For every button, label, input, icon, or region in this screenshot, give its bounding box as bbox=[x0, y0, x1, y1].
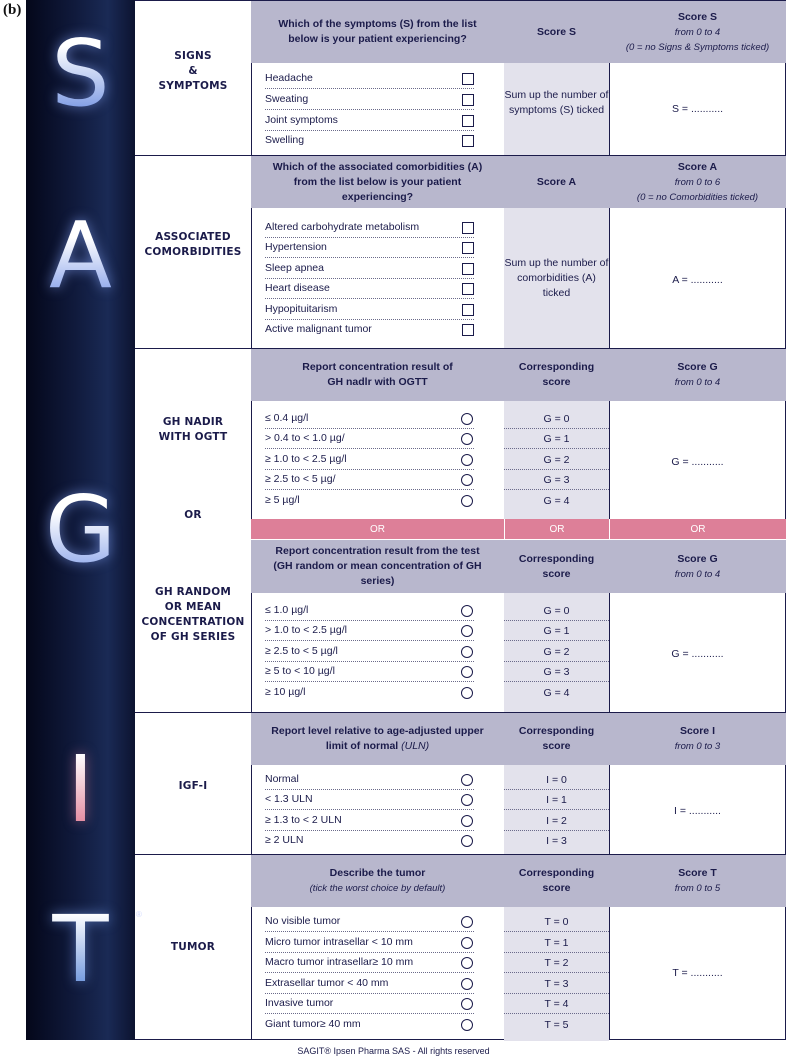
gh-nadir-row bbox=[251, 450, 504, 471]
signs-label: SIGNS & SYMPTOMS bbox=[158, 50, 228, 92]
igf-label: IGF-I bbox=[178, 780, 208, 792]
comorbidities-instruction: Sum up the number of comorbidities (A) ticked bbox=[504, 257, 609, 299]
symptom-checkbox[interactable] bbox=[462, 94, 474, 106]
gh-random-row bbox=[251, 683, 504, 704]
gh-random-row bbox=[251, 642, 504, 663]
symptom-row bbox=[251, 90, 504, 111]
comorbidities-score-header: Score A from 0 to 6 (0 = no Comorbidities ticked) bbox=[636, 160, 759, 203]
tumor-row bbox=[251, 1015, 504, 1036]
comorbidity-checkbox[interactable] bbox=[462, 304, 474, 316]
igf-row bbox=[251, 790, 504, 811]
signs-question: Which of the symptoms (S) from the list below is your patient experiencing? bbox=[278, 18, 477, 45]
gh-random-radio[interactable] bbox=[461, 666, 473, 678]
tumor-score-header: Score T from 0 to 5 bbox=[674, 867, 721, 894]
comorbidities-result-field[interactable]: A = ........... bbox=[672, 274, 723, 286]
gh-nadir-radio[interactable] bbox=[461, 474, 473, 486]
symptom-label: Swelling bbox=[265, 134, 305, 146]
igf-score: I = 2 bbox=[504, 811, 609, 832]
tumor-result-field[interactable]: T = ........... bbox=[672, 967, 723, 979]
gh-nadir-row bbox=[251, 470, 504, 491]
gh-random-score: G = 4 bbox=[543, 687, 570, 699]
section-igf bbox=[135, 712, 786, 854]
tumor-radio[interactable] bbox=[461, 998, 473, 1010]
igf-row bbox=[251, 770, 504, 791]
igf-header bbox=[251, 713, 786, 765]
scoring-table bbox=[135, 0, 786, 1040]
gh-nadir-row bbox=[251, 491, 504, 512]
symptom-row bbox=[251, 69, 504, 90]
gh-random-score: G = 3 bbox=[504, 662, 609, 683]
tumor-label: TUMOR bbox=[170, 941, 216, 953]
gh-nadir-score-header: Score G from 0 to 4 bbox=[674, 361, 721, 388]
comorbidities-question: Which of the associated comorbidities (A) from the list below is your patient experiencing? bbox=[272, 160, 483, 203]
comorbidity-label: Hypertension bbox=[265, 241, 327, 253]
comorbidity-row bbox=[251, 259, 504, 280]
gh-random-header bbox=[251, 539, 786, 593]
gh-random-mid-header: Corresponding score bbox=[518, 552, 595, 580]
tumor-score: T = 0 bbox=[504, 912, 609, 933]
tumor-radio[interactable] bbox=[461, 937, 473, 949]
section-tumor bbox=[135, 854, 786, 1040]
gh-nadir-score: G = 1 bbox=[504, 429, 609, 450]
gh-nadir-question: Report concentration result of GH nadlr with OGTT bbox=[302, 361, 453, 388]
gh-or-label: OR bbox=[184, 509, 202, 521]
gh-nadir-row bbox=[251, 409, 504, 430]
symptom-checkbox[interactable] bbox=[462, 135, 474, 147]
gh-nadir-mid-header: Corresponding score bbox=[518, 361, 595, 388]
symptom-row bbox=[251, 131, 504, 152]
letter-i: I bbox=[26, 744, 135, 836]
gh-nadir-score: G = 3 bbox=[504, 470, 609, 491]
comorbidity-row bbox=[251, 279, 504, 300]
comorbidities-label: ASSOCIATED COMORBIDITIES bbox=[144, 231, 242, 258]
comorbidity-checkbox[interactable] bbox=[462, 324, 474, 336]
symptom-row bbox=[251, 111, 504, 132]
gh-nadir-score: G = 0 bbox=[504, 409, 609, 430]
symptom-label: Sweating bbox=[265, 93, 309, 105]
gh-random-radio[interactable] bbox=[461, 605, 473, 617]
tumor-radio[interactable] bbox=[461, 1019, 473, 1031]
gh-random-radio[interactable] bbox=[461, 646, 473, 658]
signs-header bbox=[251, 1, 786, 63]
gh-nadir-radio[interactable] bbox=[461, 433, 473, 445]
gh-nadir-option: ≥ 5 µg/l bbox=[265, 494, 300, 506]
gh-random-radio[interactable] bbox=[461, 625, 473, 637]
tumor-score: T = 5 bbox=[544, 1019, 569, 1031]
gh-nadir-option: ≥ 1.0 to < 2.5 µg/l bbox=[265, 453, 347, 465]
letter-s: S bbox=[26, 28, 135, 120]
gh-random-score-header: Score G from 0 to 4 bbox=[674, 552, 721, 580]
gh-nadir-option: ≥ 2.5 to < 5 µg/ bbox=[265, 473, 336, 485]
gh-nadir-header bbox=[251, 349, 786, 401]
gh-nadir-score: G = 2 bbox=[504, 450, 609, 471]
tumor-score: T = 3 bbox=[504, 974, 609, 995]
comorbidity-label: Active malignant tumor bbox=[265, 323, 372, 335]
letter-g: G bbox=[26, 484, 135, 576]
gh-nadir-option: ≤ 0.4 µg/l bbox=[265, 412, 309, 424]
gh-random-radio[interactable] bbox=[461, 687, 473, 699]
igf-question: Report level relative to age-adjusted upper limit of normal (ULN) bbox=[271, 725, 484, 752]
comorbidity-row bbox=[251, 218, 504, 239]
igf-option: < 1.3 ULN bbox=[265, 793, 313, 805]
comorbidities-header bbox=[251, 156, 786, 208]
gh-random-question: Report concentration result from the test (GH random or mean concentration of GH series) bbox=[273, 545, 482, 587]
tumor-row bbox=[251, 933, 504, 954]
comorbidity-row bbox=[251, 300, 504, 321]
tumor-score: T = 2 bbox=[504, 953, 609, 974]
tumor-mid-header: Corresponding score bbox=[518, 867, 595, 894]
comorbidity-row bbox=[251, 320, 504, 341]
letter-t: T bbox=[26, 904, 135, 996]
tumor-row bbox=[251, 912, 504, 933]
sagit-letter-strip bbox=[26, 0, 142, 1040]
gh-random-row bbox=[251, 662, 504, 683]
tumor-question: Describe the tumor (tick the worst choice by default) bbox=[309, 867, 446, 894]
igf-radio[interactable] bbox=[461, 835, 473, 847]
tumor-score: T = 4 bbox=[504, 994, 609, 1015]
comorbidity-checkbox[interactable] bbox=[462, 222, 474, 234]
gh-random-option: ≤ 1.0 µg/l bbox=[265, 604, 309, 616]
gh-random-option: ≥ 5 to < 10 µg/l bbox=[265, 665, 335, 677]
gh-nadir-score: G = 4 bbox=[543, 495, 570, 507]
comorbidities-mid-header: Score A bbox=[536, 175, 577, 188]
gh-random-option: ≥ 2.5 to < 5 µg/l bbox=[265, 645, 338, 657]
comorbidity-label: Altered carbohydrate metabolism bbox=[265, 221, 420, 233]
gh-random-score: G = 0 bbox=[504, 601, 609, 622]
gh-random-row bbox=[251, 601, 504, 622]
gh-random-score: G = 2 bbox=[504, 642, 609, 663]
symptom-checkbox[interactable] bbox=[462, 73, 474, 85]
gh-nadir-label: GH NADIR WITH OGTT bbox=[158, 416, 228, 443]
comorbidity-checkbox[interactable] bbox=[462, 242, 474, 254]
tumor-radio[interactable] bbox=[461, 957, 473, 969]
tumor-row bbox=[251, 974, 504, 995]
gh-nadir-radio[interactable] bbox=[461, 495, 473, 507]
gh-nadir-result-field[interactable]: G = ........... bbox=[671, 456, 724, 468]
igf-radio[interactable] bbox=[461, 794, 473, 806]
panel-label: (b) bbox=[3, 2, 22, 18]
gh-nadir-option: > 0.4 to < 1.0 µg/ bbox=[265, 432, 345, 444]
igf-row bbox=[251, 831, 504, 852]
igf-radio[interactable] bbox=[461, 774, 473, 786]
comorbidity-label: Sleep apnea bbox=[265, 262, 324, 274]
section-comorbidities bbox=[135, 155, 786, 348]
igf-option: ≥ 1.3 to < 2 ULN bbox=[265, 814, 342, 826]
copyright-footer: SAGIT® Ipsen Pharma SAS - All rights reserved bbox=[297, 1046, 490, 1056]
comorbidity-checkbox[interactable] bbox=[462, 283, 474, 295]
tumor-option: Extrasellar tumor < 40 mm bbox=[265, 977, 389, 989]
symptom-label: Joint symptoms bbox=[265, 114, 338, 126]
gh-random-row bbox=[251, 621, 504, 642]
gh-random-option: > 1.0 to < 2.5 µg/l bbox=[265, 624, 347, 636]
tumor-option: Invasive tumor bbox=[265, 997, 334, 1009]
registered-mark: ® bbox=[136, 910, 142, 919]
tumor-score: T = 1 bbox=[504, 933, 609, 954]
section-signs-symptoms bbox=[135, 0, 786, 155]
tumor-header bbox=[251, 855, 786, 907]
comorbidity-label: Hypopituitarism bbox=[265, 303, 338, 315]
gh-nadir-row bbox=[251, 429, 504, 450]
tumor-radio[interactable] bbox=[461, 978, 473, 990]
tumor-row bbox=[251, 953, 504, 974]
gh-random-result-field[interactable]: G = ........... bbox=[671, 648, 724, 660]
igf-score: I = 1 bbox=[504, 790, 609, 811]
signs-instruction: Sum up the number of symptoms (S) ticked bbox=[504, 89, 609, 116]
letter-a: A bbox=[26, 210, 135, 302]
tumor-option: Micro tumor intrasellar < 10 mm bbox=[265, 936, 413, 948]
section-gh bbox=[135, 348, 786, 712]
signs-score-header: Score S from 0 to 4 (0 = no Signs & Symptoms ticked) bbox=[625, 10, 770, 53]
igf-radio[interactable] bbox=[461, 815, 473, 827]
igf-row bbox=[251, 811, 504, 832]
gh-nadir-radio[interactable] bbox=[461, 413, 473, 425]
igf-score: I = 3 bbox=[546, 835, 567, 847]
igf-option: Normal bbox=[265, 773, 299, 785]
igf-option: ≥ 2 ULN bbox=[265, 834, 304, 846]
tumor-option: No visible tumor bbox=[265, 915, 341, 927]
symptom-label: Headache bbox=[265, 72, 313, 84]
comorbidity-checkbox[interactable] bbox=[462, 263, 474, 275]
igf-score: I = 0 bbox=[504, 770, 609, 791]
gh-random-label: GH RANDOM OR MEAN CONCENTRATION OF GH SERIES bbox=[141, 586, 245, 643]
igf-score-header: Score I from 0 to 3 bbox=[674, 725, 721, 752]
igf-result-field[interactable]: I = ........... bbox=[674, 805, 721, 817]
tumor-option: Giant tumor≥ 40 mm bbox=[265, 1018, 361, 1030]
gh-random-score: G = 1 bbox=[504, 621, 609, 642]
gh-random-option: ≥ 10 µg/l bbox=[265, 686, 306, 698]
comorbidity-label: Heart disease bbox=[265, 282, 330, 294]
symptom-checkbox[interactable] bbox=[462, 115, 474, 127]
gh-nadir-radio[interactable] bbox=[461, 454, 473, 466]
comorbidity-row bbox=[251, 238, 504, 259]
tumor-radio[interactable] bbox=[461, 916, 473, 928]
signs-mid-header: Score S bbox=[536, 25, 577, 38]
gh-or-band: OR OR OR bbox=[251, 519, 786, 539]
tumor-row bbox=[251, 994, 504, 1015]
signs-result-field[interactable]: S = ........... bbox=[671, 103, 724, 115]
tumor-option: Macro tumor intrasellar≥ 10 mm bbox=[265, 956, 414, 968]
igf-mid-header: Corresponding score bbox=[518, 725, 595, 752]
